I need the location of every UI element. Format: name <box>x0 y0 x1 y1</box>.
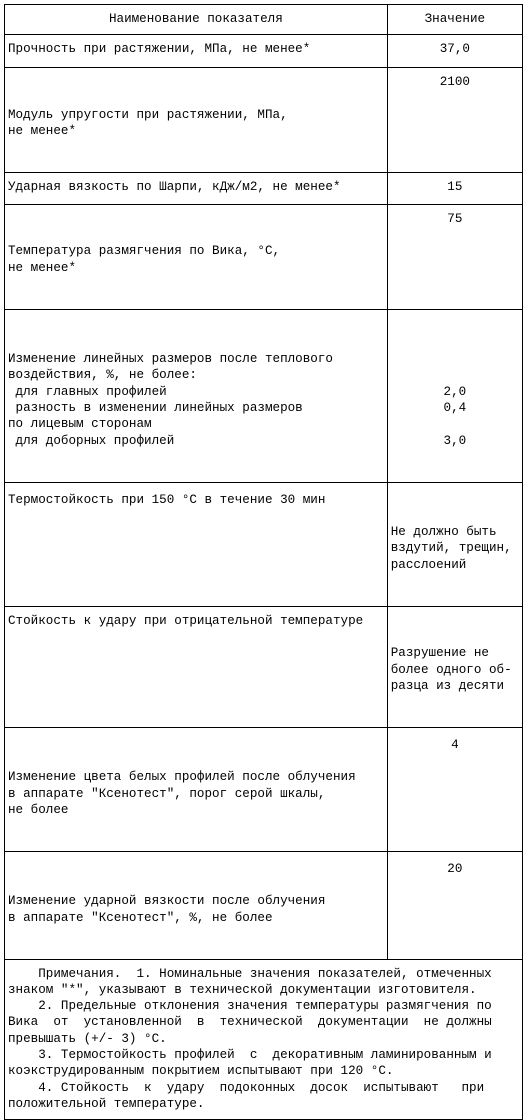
indicator-value-line: 20 <box>447 861 463 876</box>
indicator-name-cell <box>5 482 388 606</box>
indicator-value-line: 3,0 <box>443 433 467 448</box>
indicator-value-cell <box>387 727 522 851</box>
indicator-name-cell <box>5 606 388 727</box>
indicator-name-line: не менее* <box>8 123 77 138</box>
indicator-value-line: Не должно быть <box>390 525 497 540</box>
indicator-name-line: Модуль упругости при растяжении, МПа, <box>8 107 288 122</box>
indicator-name-cell <box>5 309 388 482</box>
indicator-name-line: Ударная вязкость по Шарпи, кДж/м2, не менее* <box>8 179 341 194</box>
indicator-value-line: 15 <box>447 179 463 194</box>
indicator-name-line: не менее* <box>8 260 77 275</box>
indicator-name-cell <box>5 204 388 309</box>
note-line: Вика от установленной в технической документации не должны <box>8 1015 492 1030</box>
indicator-value-line <box>388 351 522 367</box>
indicator-value-cell <box>387 204 522 309</box>
indicator-value-cell <box>387 309 522 482</box>
indicator-value-line: расслоений <box>390 557 467 572</box>
indicator-name-line: Температура размягчения по Вика, °С, <box>8 244 281 259</box>
indicator-value-line: 0,4 <box>443 401 467 416</box>
indicator-value-line: Разрушение не <box>390 646 489 661</box>
indicator-name-cell <box>5 68 388 173</box>
note-line: Примечания. 1. Номинальные значения показателей, отмеченных <box>8 966 492 981</box>
table-row <box>5 204 523 309</box>
table-row <box>5 309 523 482</box>
indicator-name-line: в аппарате "Ксенотест", порог серой шкалы, <box>8 786 326 801</box>
indicator-value-line: 2,0 <box>443 384 467 399</box>
indicator-value-cell <box>387 606 522 727</box>
note-line: положительной температуре. <box>8 1096 205 1111</box>
indicator-value-cell <box>387 172 522 204</box>
indicator-value-cell <box>387 68 522 173</box>
header-value-label: Значение <box>424 12 486 26</box>
indicator-name-line: Термостойкость при 150 °С в течение 30 мин <box>8 492 326 507</box>
table-header-row <box>5 5 523 35</box>
indicator-name-line: для доборных профилей <box>8 433 175 448</box>
indicator-value-line <box>388 367 522 383</box>
note-line: превышать (+/- 3) °С. <box>8 1031 167 1046</box>
indicator-name-line: Изменение линейных размеров после теплового <box>8 352 333 367</box>
indicator-name-cell <box>5 851 388 959</box>
indicator-value-line <box>388 416 522 432</box>
indicator-name-line: Стойкость к удару при отрицательной температуре <box>8 613 364 628</box>
note-line: 2. Предельные отклонения значения температуры размягчения по <box>8 999 492 1014</box>
indicator-name-line: Изменение цвета белых профилей после облучения <box>8 770 356 785</box>
note-line: знаком "*", указывают в технической документации изготовителя. <box>8 982 477 997</box>
indicator-value-line: 37,0 <box>439 42 470 56</box>
note-line: коэкструдированным покрытием испытывают при 120 °С. <box>8 1064 394 1079</box>
indicator-value-line: 2100 <box>439 75 470 89</box>
indicator-name-cell <box>5 35 388 68</box>
indicator-name-line: воздействия, %, не более: <box>8 368 197 383</box>
indicator-value-cell <box>387 851 522 959</box>
note-line: 3. Термостойкость профилей с декоративным ламинированным и <box>8 1048 492 1063</box>
indicator-name-line: не более <box>8 802 69 817</box>
indicator-value-line: вздутий, трещин, <box>390 541 512 556</box>
indicator-name-line: разность в изменении линейных размеров <box>8 401 303 416</box>
table-row <box>5 851 523 959</box>
table-row <box>5 727 523 851</box>
header-name-label: Наименование показателя <box>108 12 283 26</box>
header-name-cell <box>5 5 388 35</box>
header-value-cell <box>387 5 522 35</box>
indicator-name-line: для главных профилей <box>8 384 167 399</box>
table-row <box>5 68 523 173</box>
indicator-value-line: разца из десяти <box>390 678 505 693</box>
indicator-name-line: в аппарате "Ксенотест", %, не более <box>8 910 273 925</box>
indicator-value-cell <box>387 35 522 68</box>
indicator-value-line: более одного об- <box>390 662 512 677</box>
notes-row <box>5 959 523 1119</box>
indicator-value-cell <box>387 482 522 606</box>
indicator-name-cell <box>5 727 388 851</box>
indicator-value-line: 4 <box>451 737 459 752</box>
table-row <box>5 172 523 204</box>
table-row <box>5 35 523 68</box>
indicator-value-line: 75 <box>447 211 463 226</box>
specification-table <box>4 4 523 1120</box>
note-line: 4. Стойкость к удару подоконных досок испытывают при <box>8 1080 485 1095</box>
notes-cell <box>5 959 523 1119</box>
indicator-name-cell <box>5 172 388 204</box>
indicator-name-line: по лицевым сторонам <box>8 417 152 432</box>
indicator-name-line: Прочность при растяжении, МПа, не менее* <box>8 42 311 56</box>
table-row <box>5 482 523 606</box>
indicator-name-line: Изменение ударной вязкости после облучения <box>8 894 326 909</box>
table-row <box>5 606 523 727</box>
